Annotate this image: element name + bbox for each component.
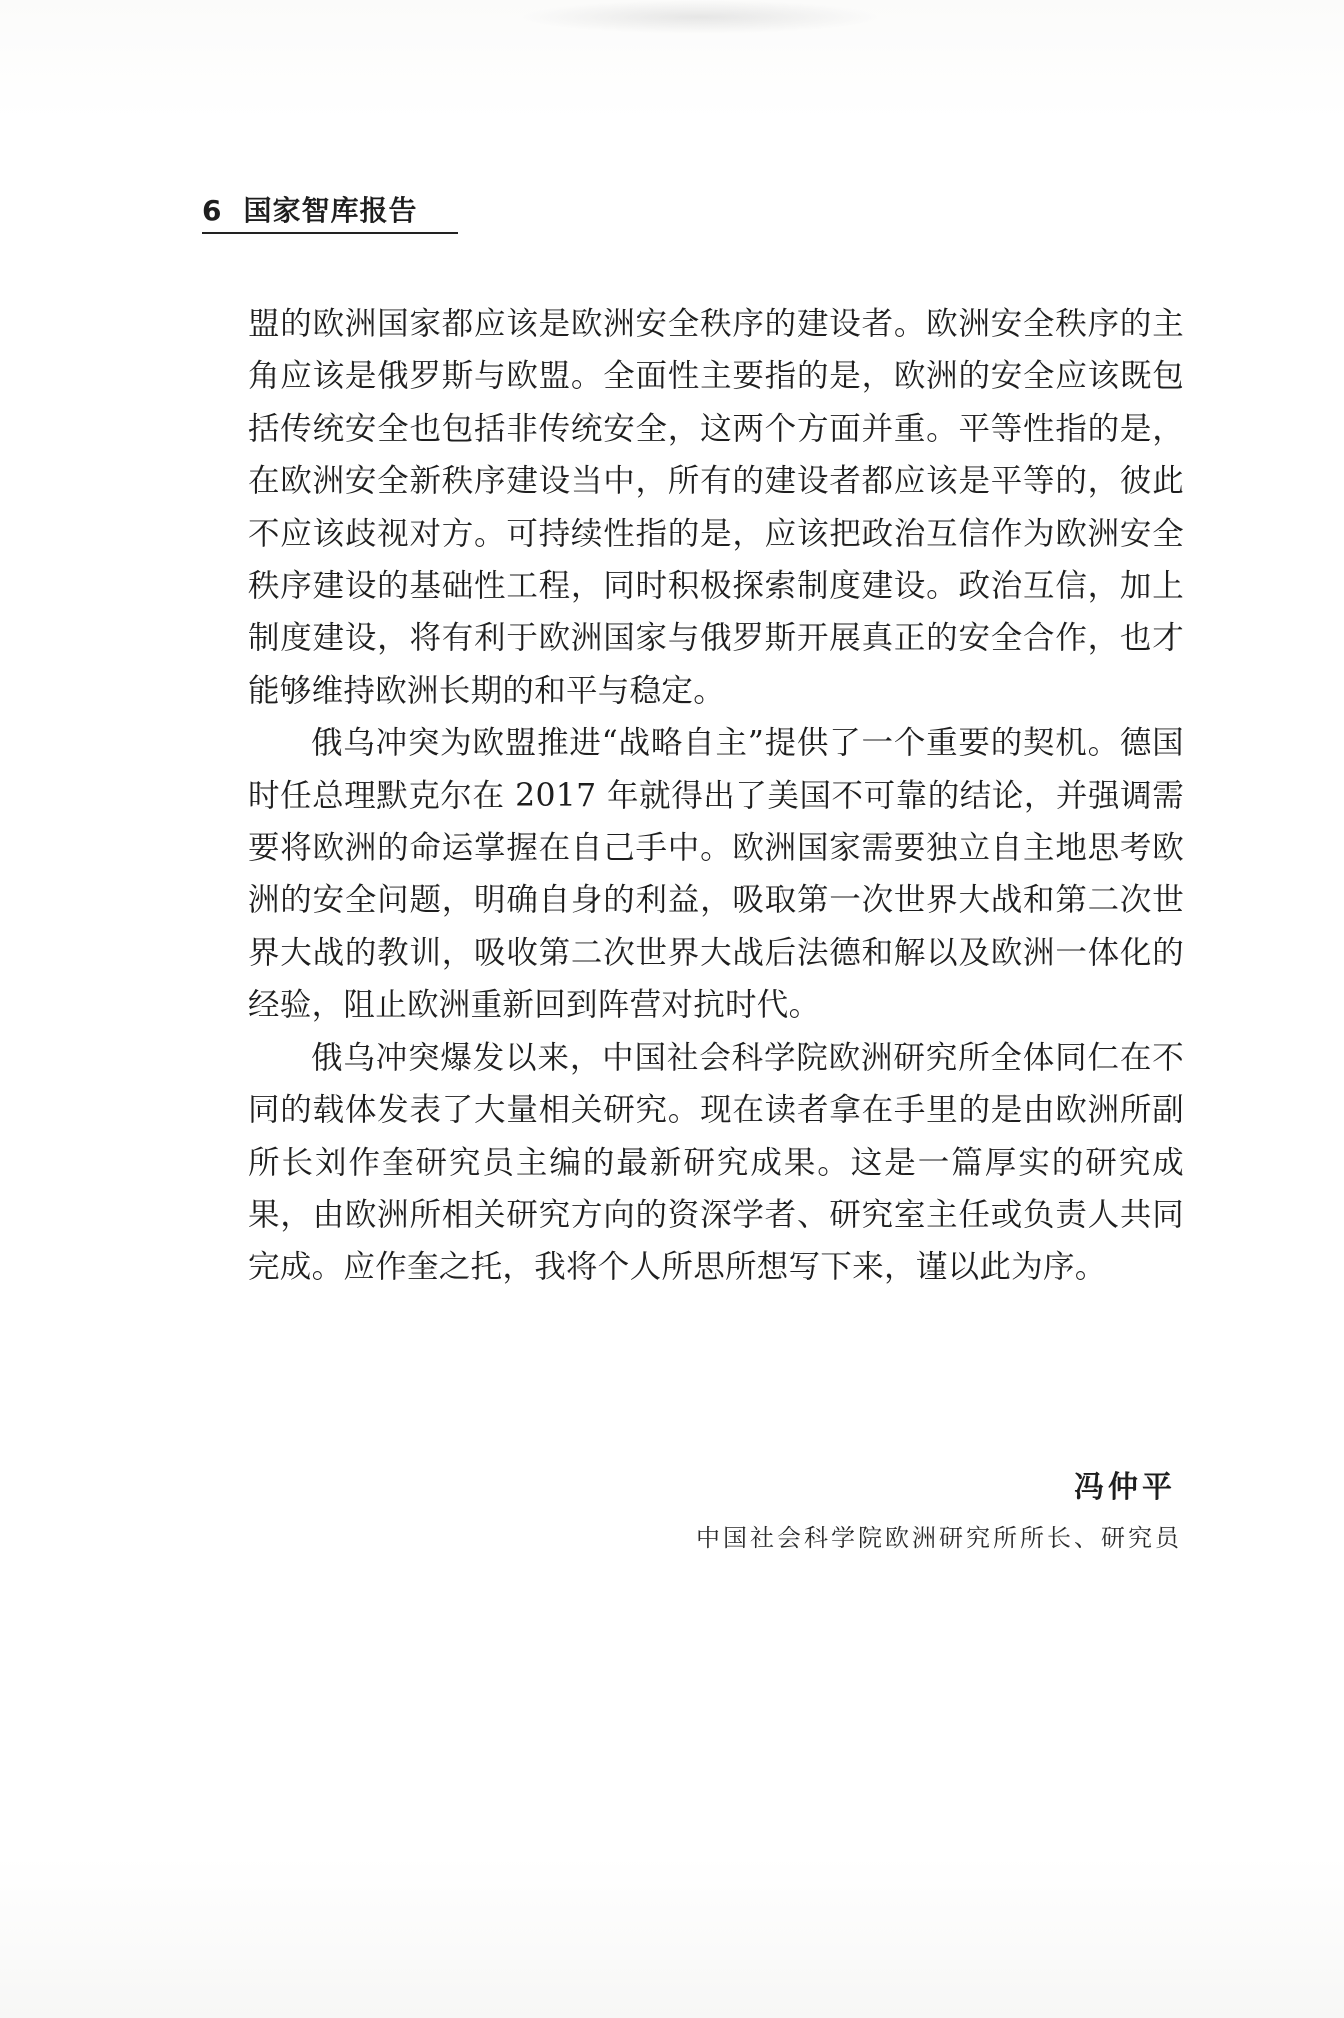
author-title: 中国社会科学院欧洲研究所所长、研究员: [696, 1524, 1182, 1552]
running-title: 国家智库报告: [243, 194, 418, 227]
author-name: 冯仲平: [1074, 1470, 1176, 1505]
page-number: 6: [202, 194, 222, 227]
paragraph: 俄乌冲突为欧盟推进“战略自主”提供了一个重要的契机。德国时任总理默克尔在 2017 年就得出了美国不可靠的结论，并强调需要将欧洲的命运掌握在自己手中。欧洲国家需要独立自主地思考欧洲的安全问题，明确自身的利益，吸取第一次世界大战和第二次世界大战的教训，吸收第二次世界大战后法德和解以及欧洲一体化的经验，阻止欧洲重新回到阵营对抗时代。: [248, 725, 1184, 1024]
page-header: [202, 188, 458, 234]
body-text: [248, 298, 1184, 1294]
scan-smudge: [520, 0, 880, 34]
paragraph-continued: 盟的欧洲国家都应该是欧洲安全秩序的建设者。欧洲安全秩序的主角应该是俄罗斯与欧盟。全面性主要指的是，欧洲的安全应该既包括传统安全也包括非传统安全，这两个方面并重。平等性指的是，在欧洲安全新秩序建设当中，所有的建设者都应该是平等的，彼此不应该歧视对方。可持续性指的是，应该把政治互信作为欧洲安全秩序建设的基础性工程，同时积极探索制度建设。政治互信，加上制度建设，将有利于欧洲国家与俄罗斯开展真正的安全合作，也才能够维持欧洲长期的和平与稳定。: [248, 306, 1184, 709]
paragraph: 俄乌冲突爆发以来，中国社会科学院欧洲研究所全体同仁在不同的载体发表了大量相关研究。现在读者拿在手里的是由欧洲所副所长刘作奎研究员主编的最新研究成果。这是一篇厚实的研究成果，由欧洲所相关研究方向的资深学者、研究室主任或负责人共同完成。应作奎之托，我将个人所思所想写下来，谨以此为序。: [248, 1039, 1184, 1286]
